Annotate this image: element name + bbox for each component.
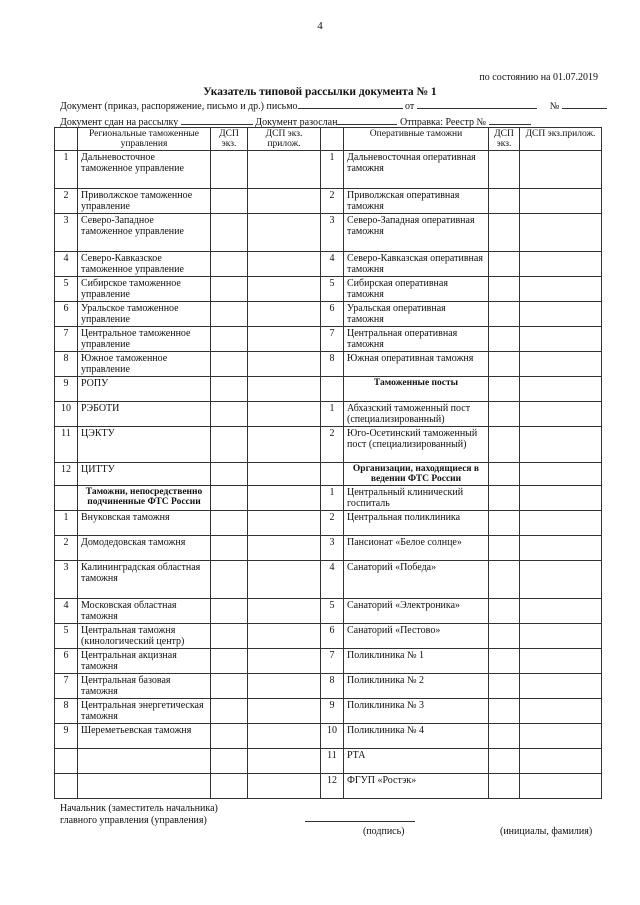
right-copies-cell[interactable] (489, 624, 520, 649)
left-org-name: Шереметьевская таможня (78, 724, 211, 749)
table-row (55, 649, 602, 674)
right-copies-cell[interactable] (489, 189, 520, 214)
left-org-name: РЭБОТИ (78, 402, 211, 427)
left-row-number: 12 (55, 463, 78, 486)
table-row (55, 402, 602, 427)
left-row-number: 9 (55, 724, 78, 749)
right-attachment-cell[interactable] (520, 427, 602, 463)
right-attachment-cell[interactable] (520, 189, 602, 214)
left-attachment-cell[interactable] (248, 151, 321, 189)
right-org-name: Уральская оперативная таможня (344, 302, 489, 327)
right-copies-cell[interactable] (489, 327, 520, 352)
left-row-number: 11 (55, 427, 78, 463)
right-row-number: 10 (321, 724, 344, 749)
table-row (55, 486, 602, 511)
left-row-number: 2 (55, 189, 78, 214)
right-attachment-cell[interactable] (520, 599, 602, 624)
number-blank[interactable] (562, 98, 607, 109)
right-attachment-cell[interactable] (520, 749, 602, 774)
left-org-name: ЦЭКТУ (78, 427, 211, 463)
left-attachment-cell[interactable] (248, 724, 321, 749)
right-copies-cell[interactable] (489, 674, 520, 699)
left-attachment-cell[interactable] (248, 561, 321, 599)
left-copies-cell[interactable] (211, 649, 248, 674)
date-blank[interactable] (417, 98, 537, 109)
given-blank[interactable] (181, 114, 253, 125)
left-attachment-cell[interactable] (248, 402, 321, 427)
right-copies-cell[interactable] (489, 599, 520, 624)
table-row (55, 214, 602, 252)
left-attachment-cell[interactable] (248, 599, 321, 624)
left-attachment-cell[interactable] (248, 189, 321, 214)
left-row-number: 3 (55, 561, 78, 599)
left-row-number: 1 (55, 511, 78, 536)
right-org-name: Абхазский таможенный пост (специализированный) (344, 402, 489, 427)
table-row (55, 749, 602, 774)
left-row-number: 9 (55, 377, 78, 402)
right-org-name: Санаторий «Пестово» (344, 624, 489, 649)
left-org-name: Дальневосточное таможенное управление (78, 151, 211, 189)
right-copies-cell[interactable] (489, 774, 520, 799)
right-copies-cell[interactable] (489, 511, 520, 536)
right-attachment-cell[interactable] (520, 561, 602, 599)
left-row-number: 1 (55, 151, 78, 189)
left-org-name: Внуковская таможня (78, 511, 211, 536)
left-org-name: Центральная энергетическая таможня (78, 699, 211, 724)
table-row (55, 277, 602, 302)
left-attachment-cell[interactable] (248, 252, 321, 277)
table-row (55, 699, 602, 724)
right-org-header: Оперативные таможни (344, 128, 489, 151)
left-row-number: 5 (55, 624, 78, 649)
table-header-row (55, 128, 602, 151)
left-org-name: Центральная таможня (кинологический центр) (78, 624, 211, 649)
right-section-spacer (321, 463, 344, 486)
right-org-name: Центральная поликлиника (344, 511, 489, 536)
right-org-name: Юго-Осетинский таможенный пост (специализированный) (344, 427, 489, 463)
right-attachment-cell[interactable] (520, 302, 602, 327)
right-org-name: Санаторий «Победа» (344, 561, 489, 599)
left-row-number: 2 (55, 536, 78, 561)
right-org-name: Пансионат «Белое солнце» (344, 536, 489, 561)
right-section-spacer (321, 377, 344, 402)
right-row-number: 4 (321, 561, 344, 599)
left-row-number: 4 (55, 599, 78, 624)
right-org-name: Сибирская оперативная таможня (344, 277, 489, 302)
left-org-name: Северо-Западное таможенное управление (78, 214, 211, 252)
right-org-name: Центральная оперативная таможня (344, 327, 489, 352)
right-attachment-cell[interactable] (520, 511, 602, 536)
right-org-name: Поликлиника № 1 (344, 649, 489, 674)
table-row (55, 624, 602, 649)
table-row (55, 327, 602, 352)
right-attachment-cell[interactable] (520, 624, 602, 649)
right-attachment-cell[interactable] (520, 377, 602, 402)
right-row-number: 3 (321, 536, 344, 561)
left-row-number: 8 (55, 352, 78, 377)
left-copies-cell[interactable] (211, 674, 248, 699)
send-line (60, 114, 531, 128)
left-copies-cell[interactable] (211, 724, 248, 749)
left-attachment-cell[interactable] (248, 699, 321, 724)
signatory-title-line1: Начальник (заместитель начальника) (60, 803, 218, 814)
left-row-number: 7 (55, 327, 78, 352)
left-org-name: Калининградская областная таможня (78, 561, 211, 599)
left-org-name: РОПУ (78, 377, 211, 402)
distribution-table (54, 127, 602, 799)
left-section-spacer (55, 486, 78, 511)
right-row-number: 2 (321, 189, 344, 214)
left-attachment-cell[interactable] (248, 774, 321, 799)
left-copies-cell[interactable] (211, 377, 248, 402)
right-org-name: Северо-Западная оперативная таможня (344, 214, 489, 252)
right-row-number: 8 (321, 674, 344, 699)
signature-line[interactable] (305, 821, 415, 822)
left-copies-cell[interactable] (211, 327, 248, 352)
left-copies-cell[interactable] (211, 561, 248, 599)
name-caption: (инициалы, фамилия) (500, 826, 593, 837)
left-org-name (78, 774, 211, 799)
left-attachment-cell[interactable] (248, 749, 321, 774)
table-row (55, 536, 602, 561)
right-row-number: 4 (321, 252, 344, 277)
right-copies-cell[interactable] (489, 427, 520, 463)
table-row (55, 674, 602, 699)
right-attachment-cell[interactable] (520, 402, 602, 427)
right-attachment-cell[interactable] (520, 352, 602, 377)
sent-blank[interactable] (337, 114, 397, 125)
right-copies-cell[interactable] (489, 561, 520, 599)
right-copies-cell[interactable] (489, 151, 520, 189)
right-org-name: ФГУП «Ростэк» (344, 774, 489, 799)
left-copies-cell[interactable] (211, 624, 248, 649)
left-copies-cell[interactable] (211, 463, 248, 486)
right-row-number: 11 (321, 749, 344, 774)
left-org-name: Северо-Кавказское таможенное управление (78, 252, 211, 277)
customs-posts-section-title: Таможенные посты (344, 377, 489, 402)
table-row (55, 151, 602, 189)
left-dsp-attachment-header: ДСП экз. прилож. (248, 128, 321, 151)
left-attachment-cell[interactable] (248, 674, 321, 699)
left-attachment-cell[interactable] (248, 511, 321, 536)
left-org-name: Домодедовская таможня (78, 536, 211, 561)
right-copies-cell[interactable] (489, 214, 520, 252)
right-org-name: Южная оперативная таможня (344, 352, 489, 377)
right-attachment-cell[interactable] (520, 724, 602, 749)
right-copies-cell[interactable] (489, 486, 520, 511)
registry-blank[interactable] (489, 114, 531, 125)
table-row (55, 252, 602, 277)
left-row-number: 8 (55, 699, 78, 724)
left-org-name: Центральная акцизная таможня (78, 649, 211, 674)
right-row-number: 1 (321, 402, 344, 427)
left-org-name: ЦИТТУ (78, 463, 211, 486)
table-row (55, 724, 602, 749)
right-row-number: 9 (321, 699, 344, 724)
right-org-name: Северо-Кавказская оперативная таможня (344, 252, 489, 277)
right-attachment-cell[interactable] (520, 774, 602, 799)
document-line (60, 98, 607, 112)
right-num-header (321, 128, 344, 151)
left-row-number (55, 774, 78, 799)
table-row (55, 427, 602, 463)
left-copies-cell[interactable] (211, 749, 248, 774)
right-attachment-cell[interactable] (520, 463, 602, 486)
table-row (55, 511, 602, 536)
right-copies-cell[interactable] (489, 536, 520, 561)
left-copies-cell[interactable] (211, 277, 248, 302)
right-org-name: Приволжская оперативная таможня (344, 189, 489, 214)
signatory-title-line2: главного управления (управления) (60, 815, 207, 826)
left-attachment-cell[interactable] (248, 352, 321, 377)
left-row-number: 6 (55, 649, 78, 674)
left-copies-cell[interactable] (211, 189, 248, 214)
right-row-number: 3 (321, 214, 344, 252)
left-attachment-cell[interactable] (248, 649, 321, 674)
left-org-name: Сибирское таможенное управление (78, 277, 211, 302)
left-attachment-cell[interactable] (248, 377, 321, 402)
left-attachment-cell[interactable] (248, 463, 321, 486)
right-row-number: 5 (321, 599, 344, 624)
left-attachment-cell[interactable] (248, 536, 321, 561)
right-row-number: 7 (321, 649, 344, 674)
table-row (55, 377, 602, 402)
right-attachment-cell[interactable] (520, 277, 602, 302)
left-num-header (55, 128, 78, 151)
page-number: 4 (317, 20, 323, 32)
left-org-name (78, 749, 211, 774)
left-attachment-cell[interactable] (248, 486, 321, 511)
from-label: от (405, 101, 415, 112)
left-org-name: Центральное таможенное управление (78, 327, 211, 352)
left-org-header: Региональные таможенные управления (78, 128, 211, 151)
right-attachment-cell[interactable] (520, 327, 602, 352)
right-copies-cell[interactable] (489, 699, 520, 724)
right-copies-cell[interactable] (489, 402, 520, 427)
right-row-number: 12 (321, 774, 344, 799)
right-attachment-cell[interactable] (520, 151, 602, 189)
left-copies-cell[interactable] (211, 151, 248, 189)
left-dsp-copies-header: ДСП экз. (211, 128, 248, 151)
left-org-name: Центральная базовая таможня (78, 674, 211, 699)
left-row-number: 4 (55, 252, 78, 277)
left-copies-cell[interactable] (211, 599, 248, 624)
left-row-number: 10 (55, 402, 78, 427)
right-attachment-cell[interactable] (520, 214, 602, 252)
left-copies-cell[interactable] (211, 402, 248, 427)
right-attachment-cell[interactable] (520, 536, 602, 561)
right-org-name: РТА (344, 749, 489, 774)
right-row-number: 5 (321, 277, 344, 302)
right-copies-cell[interactable] (489, 749, 520, 774)
sent-label: Документ разослан (255, 117, 338, 128)
right-copies-cell[interactable] (489, 302, 520, 327)
right-row-number: 2 (321, 511, 344, 536)
right-copies-cell[interactable] (489, 463, 520, 486)
right-org-name: Дальневосточная оперативная таможня (344, 151, 489, 189)
dispatch-label: Отправка: Реестр № (399, 117, 487, 128)
right-copies-cell[interactable] (489, 252, 520, 277)
right-org-name: Поликлиника № 2 (344, 674, 489, 699)
right-org-name: Санаторий «Электроника» (344, 599, 489, 624)
left-copies-cell[interactable] (211, 352, 248, 377)
table-row (55, 774, 602, 799)
left-copies-cell[interactable] (211, 302, 248, 327)
right-dsp-attachment-header: ДСП экз.прилож. (520, 128, 602, 151)
left-copies-cell[interactable] (211, 511, 248, 536)
right-attachment-cell[interactable] (520, 674, 602, 699)
subordinate-customs-section-title: Таможни, непосредственно подчиненные ФТС России (78, 486, 211, 511)
right-copies-cell[interactable] (489, 277, 520, 302)
left-row-number: 7 (55, 674, 78, 699)
right-row-number: 1 (321, 151, 344, 189)
right-attachment-cell[interactable] (520, 252, 602, 277)
table-row (55, 561, 602, 599)
right-copies-cell[interactable] (489, 724, 520, 749)
organizations-section-title: Организации, находящиеся в ведении ФТС России (344, 463, 489, 486)
left-attachment-cell[interactable] (248, 277, 321, 302)
right-copies-cell[interactable] (489, 649, 520, 674)
left-org-name: Уральское таможенное управление (78, 302, 211, 327)
right-org-name: Центральный клинический госпиталь (344, 486, 489, 511)
document-title: Указатель типовой рассылки документа № 1 (203, 86, 437, 98)
document-type-label: Документ (приказ, распоряжение, письмо и др.) письмо (60, 101, 298, 112)
as-of-date: по состоянию на 01.07.2019 (479, 72, 598, 83)
right-row-number: 8 (321, 352, 344, 377)
left-row-number: 6 (55, 302, 78, 327)
right-copies-cell[interactable] (489, 352, 520, 377)
left-copies-cell[interactable] (211, 214, 248, 252)
left-attachment-cell[interactable] (248, 302, 321, 327)
left-org-name: Приволжское таможенное управление (78, 189, 211, 214)
right-org-name: Поликлиника № 4 (344, 724, 489, 749)
letter-blank[interactable] (298, 98, 403, 109)
left-copies-cell[interactable] (211, 536, 248, 561)
left-attachment-cell[interactable] (248, 624, 321, 649)
right-attachment-cell[interactable] (520, 699, 602, 724)
table-row (55, 189, 602, 214)
right-row-number: 6 (321, 302, 344, 327)
left-copies-cell[interactable] (211, 427, 248, 463)
table-row (55, 352, 602, 377)
left-copies-cell[interactable] (211, 486, 248, 511)
right-attachment-cell[interactable] (520, 486, 602, 511)
left-copies-cell[interactable] (211, 699, 248, 724)
left-row-number (55, 749, 78, 774)
right-attachment-cell[interactable] (520, 649, 602, 674)
left-org-name: Московская областная таможня (78, 599, 211, 624)
right-org-name: Поликлиника № 3 (344, 699, 489, 724)
right-copies-cell[interactable] (489, 377, 520, 402)
left-copies-cell[interactable] (211, 252, 248, 277)
left-row-number: 5 (55, 277, 78, 302)
right-row-number: 7 (321, 327, 344, 352)
left-row-number: 3 (55, 214, 78, 252)
left-attachment-cell[interactable] (248, 327, 321, 352)
right-row-number: 2 (321, 427, 344, 463)
left-copies-cell[interactable] (211, 774, 248, 799)
given-label: Документ сдан на рассылку (60, 117, 179, 128)
left-attachment-cell[interactable] (248, 214, 321, 252)
number-label: № (549, 101, 560, 112)
table-row (55, 302, 602, 327)
signature-caption: (подпись) (363, 826, 405, 837)
table-row (55, 599, 602, 624)
table-row (55, 463, 602, 486)
right-dsp-copies-header: ДСП экз. (489, 128, 520, 151)
left-org-name: Южное таможенное управление (78, 352, 211, 377)
right-row-number: 1 (321, 486, 344, 511)
right-row-number: 6 (321, 624, 344, 649)
left-attachment-cell[interactable] (248, 427, 321, 463)
